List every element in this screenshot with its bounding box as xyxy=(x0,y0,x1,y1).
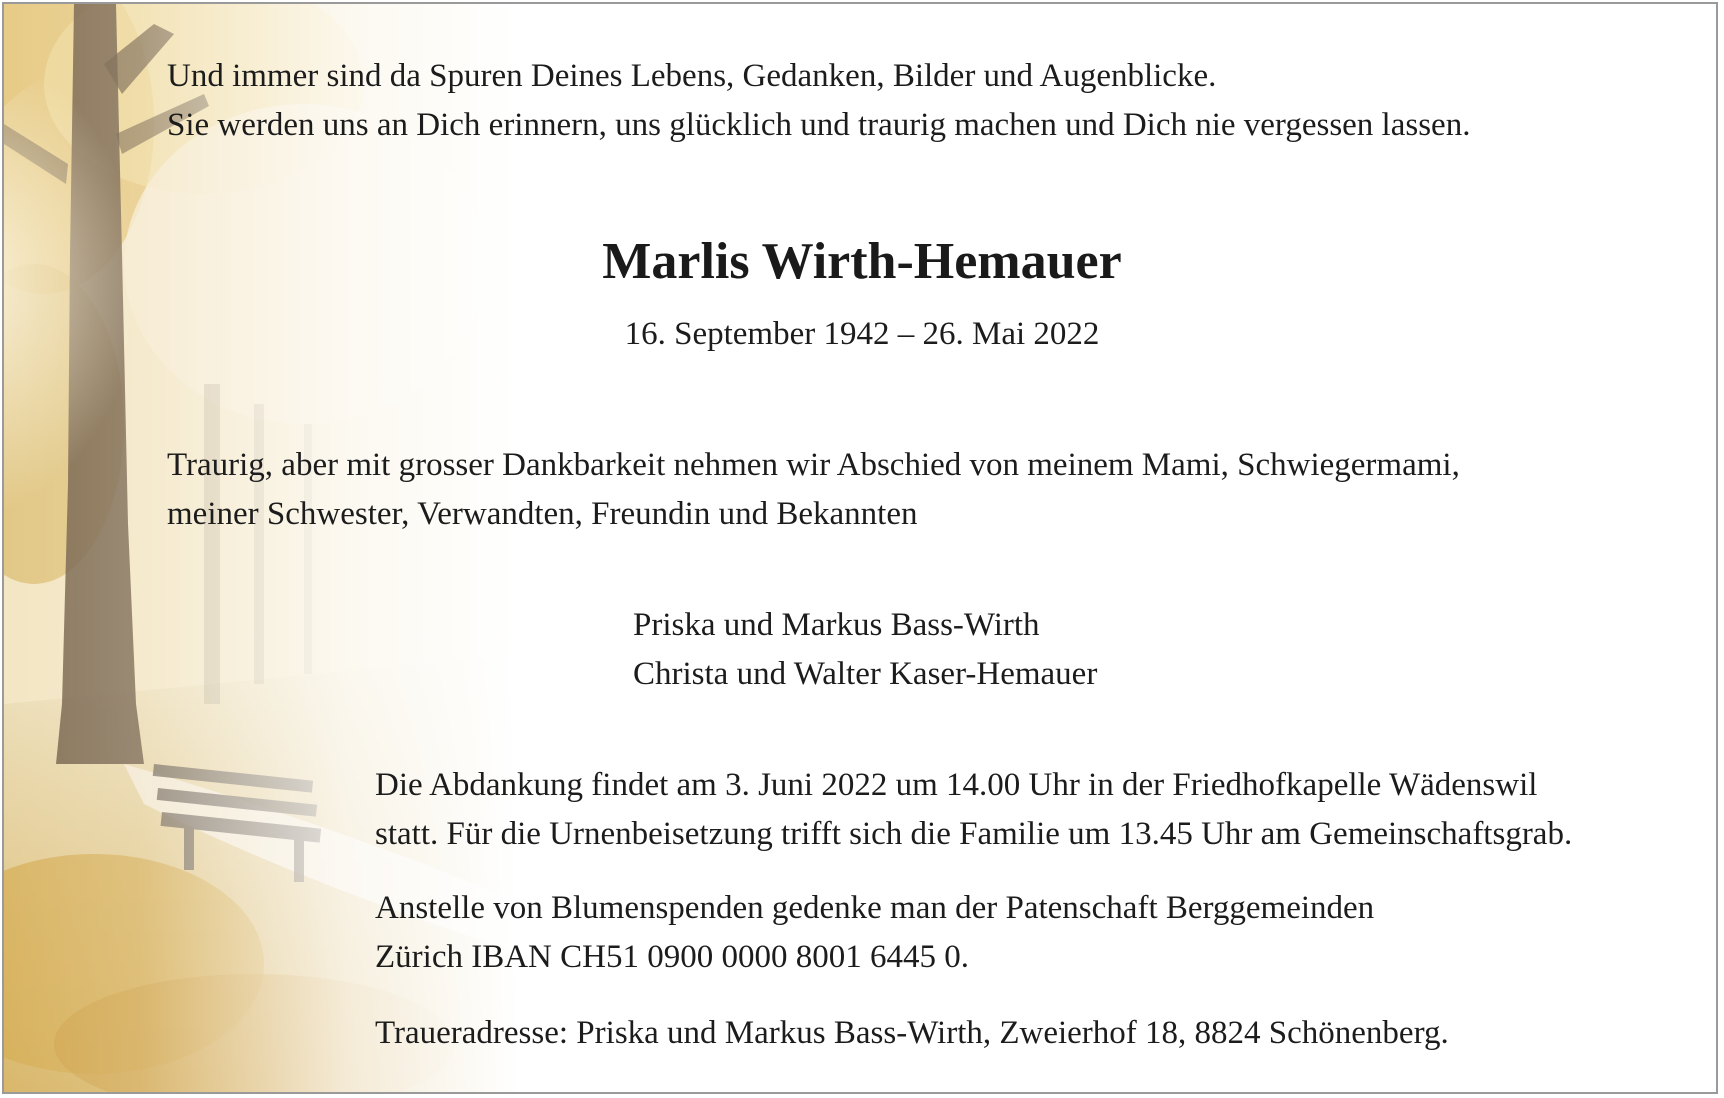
mourning-address: Traueradresse: Priska und Markus Bass-Wirth, Zweierhof 18, 8824 Schönenberg. xyxy=(375,1015,1449,1051)
motto-line-1: Und immer sind da Spuren Deines Lebens, Gedanken, Bilder und Augenblicke. xyxy=(167,58,1217,94)
announcement-line-2: meiner Schwester, Verwandten, Freundin und Bekannten xyxy=(167,496,918,532)
obituary-card xyxy=(2,2,1718,1094)
ceremony-line-1: Die Abdankung findet am 3. Juni 2022 um 14.00 Uhr in der Friedhofkapelle Wädenswil xyxy=(375,767,1538,803)
ceremony-line-2: statt. Für die Urnenbeisetzung trifft sich die Familie um 13.45 Uhr am Gemeinschaftsgrab. xyxy=(375,816,1573,852)
mourner-name: Priska und Markus Bass-Wirth xyxy=(633,607,1040,643)
announcement-line-1: Traurig, aber mit grosser Dankbarkeit nehmen wir Abschied von meinem Mami, Schwiegermami, xyxy=(167,447,1460,483)
mourner-name: Christa und Walter Kaser-Hemauer xyxy=(633,656,1098,692)
life-dates: 16. September 1942 – 26. Mai 2022 xyxy=(624,316,1100,352)
deceased-name: Marlis Wirth-Hemauer xyxy=(602,233,1122,290)
donation-line-1: Anstelle von Blumenspenden gedenke man der Patenschaft Berggemeinden xyxy=(375,890,1375,926)
donation-line-2: Zürich IBAN CH51 0900 0000 8001 6445 0. xyxy=(375,939,969,975)
motto-line-2: Sie werden uns an Dich erinnern, uns glücklich und traurig machen und Dich nie vergessen lassen. xyxy=(167,107,1471,143)
